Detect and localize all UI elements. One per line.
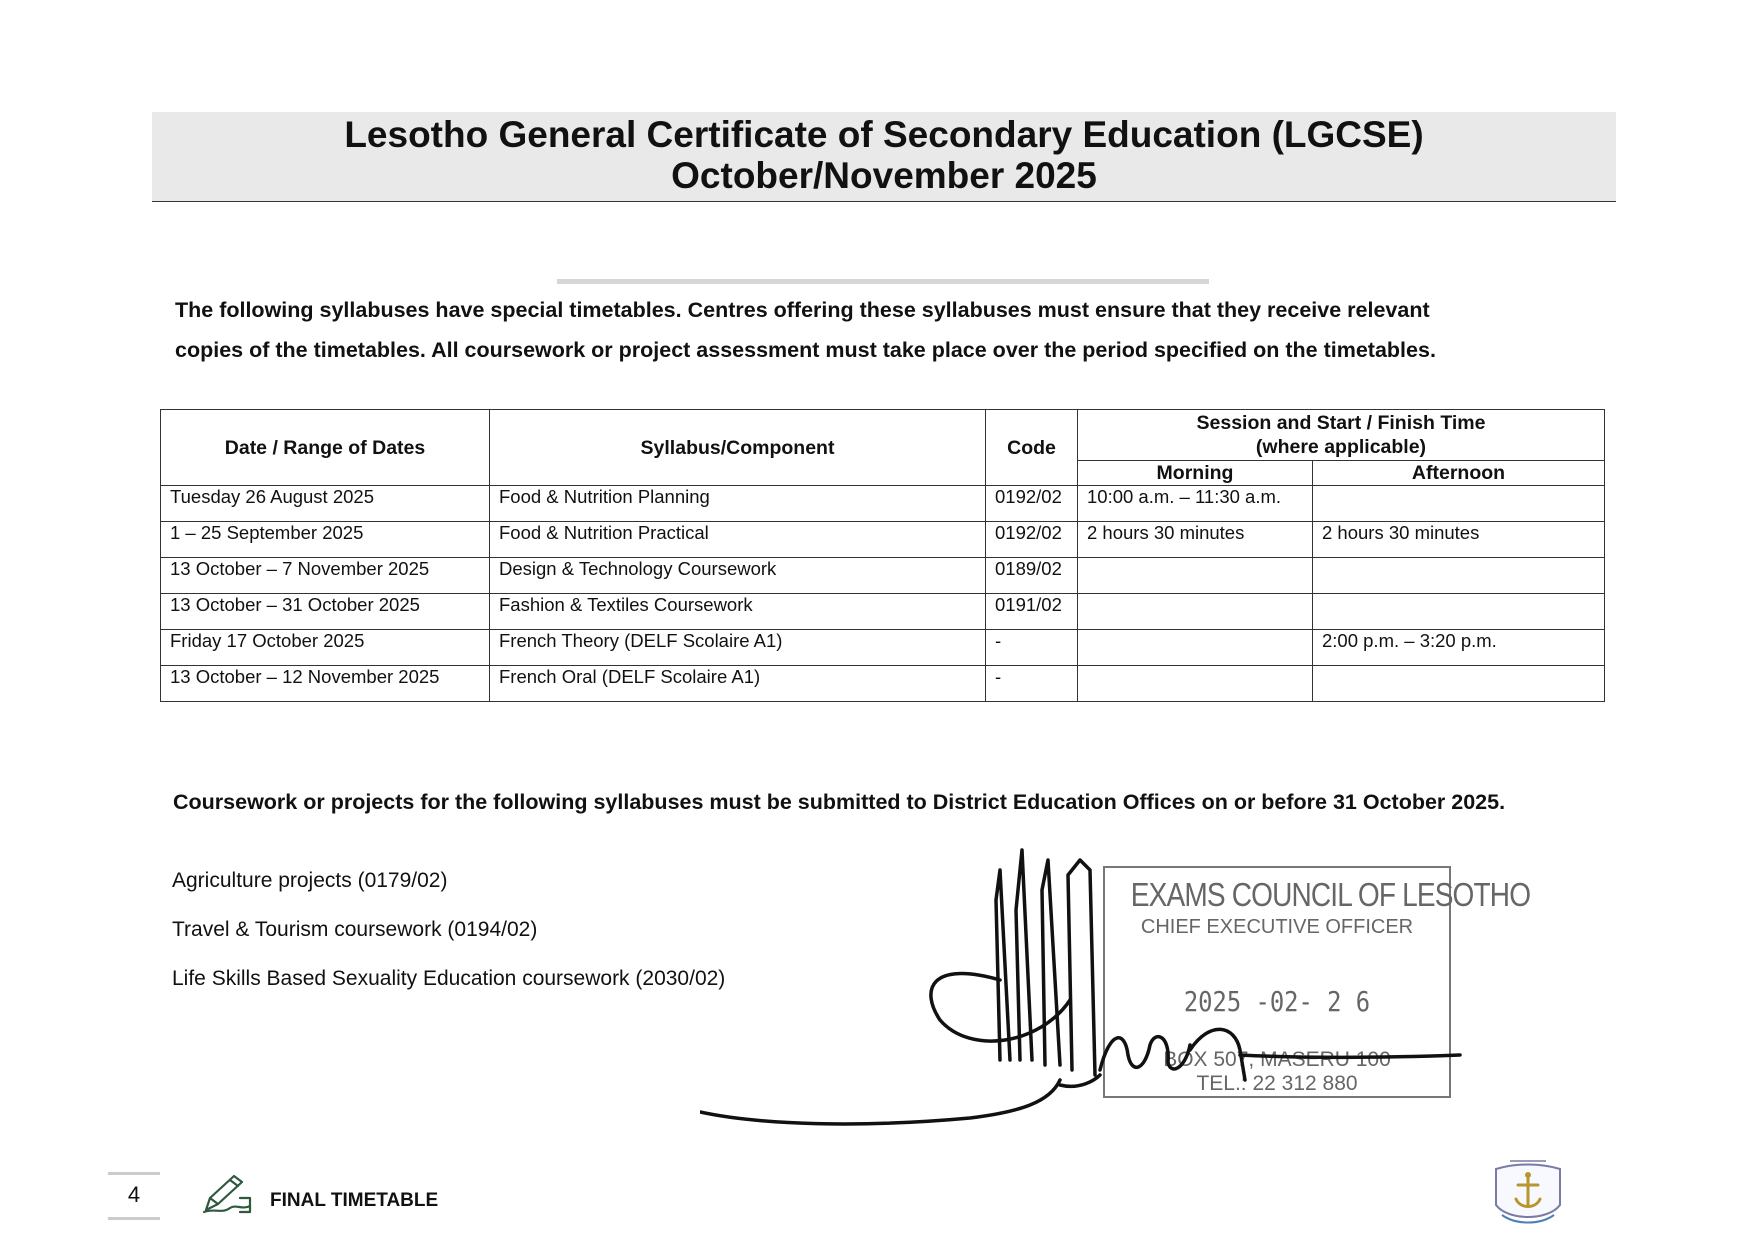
council-seal-icon — [1488, 1155, 1568, 1233]
header-session-title: Session and Start / Finish Time — [1196, 412, 1486, 434]
cell-date: 13 October – 31 October 2025 — [161, 594, 490, 630]
cell-morning — [1078, 630, 1313, 666]
header-afternoon: Afternoon — [1313, 461, 1605, 486]
cell-date: Friday 17 October 2025 — [161, 630, 490, 666]
table-row — [161, 486, 1605, 522]
cell-afternoon — [1313, 666, 1605, 702]
header-morning: Morning — [1078, 461, 1313, 486]
signature-icon — [700, 840, 1531, 1150]
table-row — [161, 558, 1605, 594]
table-header-row — [161, 410, 1605, 461]
cell-code: 0192/02 — [986, 486, 1078, 522]
cell-syllabus: Food & Nutrition Practical — [490, 522, 986, 558]
divider — [557, 279, 1209, 284]
stamp-role: CHIEF EXECUTIVE OFFICER — [1140, 916, 1414, 938]
cell-morning: 10:00 a.m. – 11:30 a.m. — [1078, 486, 1313, 522]
pen-signing-icon — [200, 1170, 254, 1216]
cell-morning: 2 hours 30 minutes — [1078, 522, 1313, 558]
table-row — [161, 666, 1605, 702]
cell-code: - — [986, 666, 1078, 702]
cell-afternoon — [1313, 558, 1605, 594]
cell-afternoon — [1313, 486, 1605, 522]
cell-date: 1 – 25 September 2025 — [161, 522, 490, 558]
document-title-band — [152, 112, 1616, 202]
cell-morning — [1078, 594, 1313, 630]
special-timetable — [160, 409, 1605, 702]
cell-syllabus: Fashion & Textiles Coursework — [490, 594, 986, 630]
cell-code: - — [986, 630, 1078, 666]
cell-syllabus: French Theory (DELF Scolaire A1) — [490, 630, 986, 666]
cell-afternoon — [1313, 594, 1605, 630]
list-item: Life Skills Based Sexuality Education coursework (2030/02) — [172, 967, 726, 990]
cell-morning — [1078, 666, 1313, 702]
coursework-heading: Coursework or projects for the following syllabuses must be submitted to District Education Offices on or before 31 October 2025. — [173, 790, 1506, 814]
table-row — [161, 522, 1605, 558]
cell-code: 0192/02 — [986, 522, 1078, 558]
header-date: Date / Range of Dates — [161, 410, 490, 486]
cell-afternoon: 2:00 p.m. – 3:20 p.m. — [1313, 630, 1605, 666]
cell-afternoon: 2 hours 30 minutes — [1313, 522, 1605, 558]
table-row — [161, 594, 1605, 630]
table-row — [161, 630, 1605, 666]
cell-morning — [1078, 558, 1313, 594]
list-item: Agriculture projects (0179/02) — [172, 869, 448, 892]
coursework-list — [172, 869, 725, 1016]
intro-line: copies of the timetables. All coursework or project assessment must take place over the period specified on the timetables. — [175, 338, 1436, 362]
header-session-note: (where applicable) — [1255, 436, 1427, 458]
cell-syllabus: Design & Technology Coursework — [490, 558, 986, 594]
stamp-organisation: EXAMS COUNCIL OF LESOTHO — [1130, 876, 1531, 913]
cell-code: 0191/02 — [986, 594, 1078, 630]
stamp-telephone: TEL.: 22 312 880 — [1196, 1072, 1358, 1095]
intro-paragraph — [175, 290, 1595, 370]
cell-syllabus: French Oral (DELF Scolaire A1) — [490, 666, 986, 702]
footer-label: FINAL TIMETABLE — [270, 1190, 439, 1211]
document-title: Lesotho General Certificate of Secondary Education (LGCSE) — [344, 114, 1424, 155]
cell-syllabus: Food & Nutrition Planning — [490, 486, 986, 522]
stamp-address: BOX 507, MASERU 100 — [1163, 1048, 1391, 1071]
cell-date: 13 October – 12 November 2025 — [161, 666, 490, 702]
cell-code: 0189/02 — [986, 558, 1078, 594]
page-number: 4 — [108, 1172, 160, 1220]
document-subtitle: October/November 2025 — [671, 155, 1097, 196]
header-session — [1078, 410, 1605, 461]
cell-date: 13 October – 7 November 2025 — [161, 558, 490, 594]
header-code: Code — [986, 410, 1078, 486]
header-syllabus: Syllabus/Component — [490, 410, 986, 486]
list-item: Travel & Tourism coursework (0194/02) — [172, 918, 538, 941]
cell-date: Tuesday 26 August 2025 — [161, 486, 490, 522]
intro-line: The following syllabuses have special timetables. Centres offering these syllabuses must ensure that they receive relevant — [175, 298, 1430, 322]
stamp-date: 2025 -02- 2 6 — [1183, 985, 1371, 1018]
